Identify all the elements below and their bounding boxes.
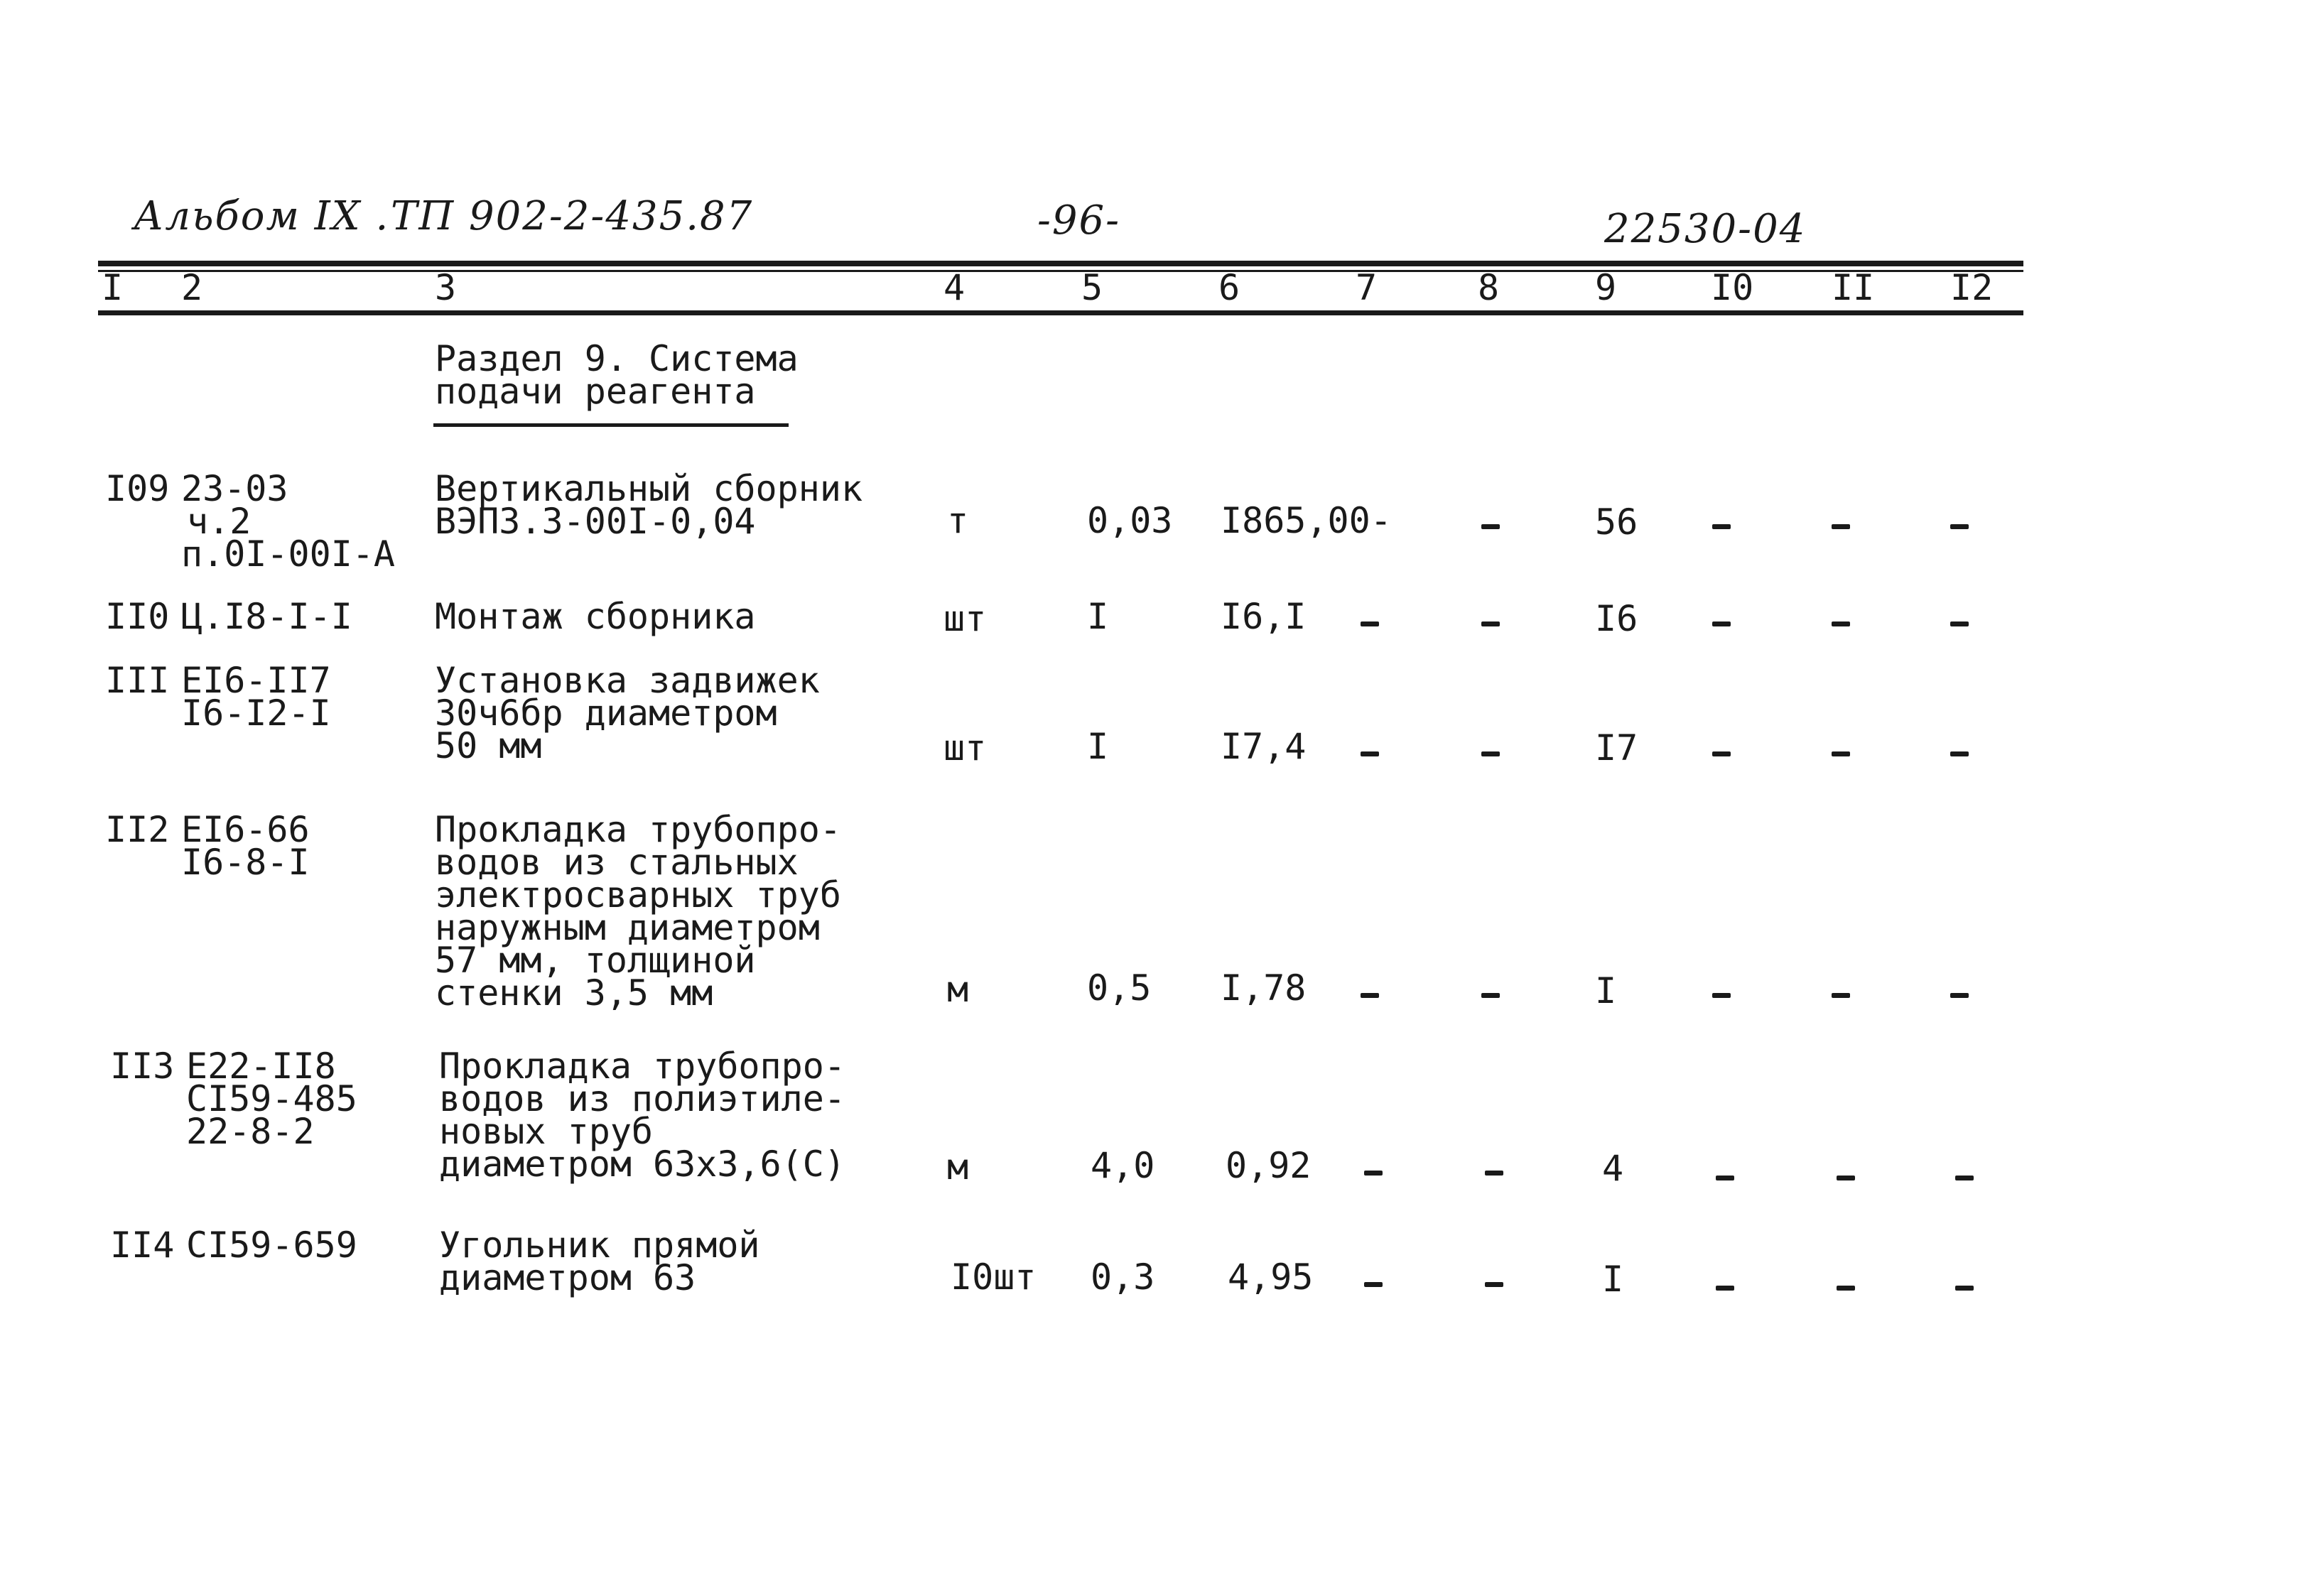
row-code: Ц.I8-I-I [181, 596, 352, 637]
row-col9: 56 [1595, 501, 1638, 543]
row-description: Вертикальный сборник ВЭПЗ.З-00I-0,04 [435, 468, 863, 542]
dash-mark [1832, 621, 1850, 626]
column-number: 3 [435, 267, 457, 308]
dash-mark [1716, 1176, 1734, 1180]
dash-mark [1832, 993, 1850, 998]
dash-mark [1481, 751, 1500, 756]
row-quantity: I [1087, 726, 1109, 767]
dash-mark [1955, 1176, 1974, 1180]
row-col9: 4 [1602, 1148, 1624, 1189]
row-description: Прокладка трубопро- водов из полиэтиле- новых труб диаметром 63х3,6(С) [439, 1046, 845, 1185]
row-price: I6,I [1221, 596, 1307, 637]
dash-mark [1712, 621, 1731, 626]
page-number: -96- [1037, 197, 1121, 244]
column-number: I [102, 267, 124, 308]
row-quantity: I [1087, 596, 1109, 637]
dash-mark [1837, 1286, 1855, 1291]
column-number: 7 [1356, 267, 1378, 308]
column-number: 4 [943, 267, 966, 308]
column-number: 2 [181, 267, 203, 308]
dash-mark [1364, 1282, 1383, 1287]
section-title-underline [433, 423, 789, 427]
row-code: ЕI6-II7 I6-I2-I [181, 660, 331, 734]
row-code: СI59-659 [186, 1225, 357, 1266]
dash-mark [1950, 621, 1969, 626]
section-title-line: Раздел 9. Система [435, 338, 799, 379]
column-number: 8 [1478, 267, 1500, 308]
row-unit: м [947, 969, 969, 1010]
row-price: I,78 [1221, 967, 1307, 1009]
row-number: II2 [105, 809, 170, 850]
dash-mark [1716, 1286, 1734, 1291]
row-quantity: 0,3 [1091, 1256, 1155, 1298]
row-col9: I6 [1595, 598, 1638, 639]
column-number: I2 [1950, 267, 1994, 308]
row-unit: т [947, 500, 969, 541]
row-description: Монтаж сборника [435, 596, 756, 637]
section-title-line: подачи реагента [435, 371, 756, 412]
dash-mark [1832, 751, 1850, 756]
dash-mark [1485, 1171, 1503, 1176]
row-description: Установка задвижек 30ч6бр диаметром 50 мм [435, 660, 820, 766]
row-number: II4 [110, 1225, 175, 1266]
row-price: 4,95 [1228, 1256, 1314, 1298]
row-unit: шт [943, 727, 987, 769]
document-code: 22530-04 [1604, 206, 1807, 252]
dash-mark [1361, 751, 1379, 756]
dash-mark [1481, 993, 1500, 998]
dash-mark [1481, 524, 1500, 529]
album-label: Альбом IX . [134, 193, 390, 239]
row-quantity: 4,0 [1091, 1145, 1155, 1186]
dash-mark [1950, 993, 1969, 998]
row-number: I09 [105, 468, 170, 509]
row-code: ЕI6-66 I6-8-I [181, 809, 310, 883]
dash-mark [1361, 621, 1379, 626]
column-number: 6 [1218, 267, 1240, 308]
dash-mark [1712, 993, 1731, 998]
top-rule-thick [98, 261, 2023, 266]
row-price: I865,00- [1221, 500, 1392, 541]
row-price: I7,4 [1221, 726, 1307, 767]
project-code: ТП 902-2-435.87 [391, 193, 754, 239]
dash-mark [1950, 524, 1969, 529]
row-col9: I [1595, 970, 1617, 1011]
dash-mark [1361, 993, 1379, 998]
row-number: III [105, 660, 170, 701]
column-header-rule [98, 310, 2023, 315]
dash-mark [1950, 751, 1969, 756]
column-number: I0 [1711, 267, 1754, 308]
row-col9: I7 [1595, 727, 1638, 769]
dash-mark [1712, 751, 1731, 756]
row-code: Е22-II8 СI59-485 22-8-2 [186, 1046, 357, 1152]
row-unit: шт [943, 598, 987, 639]
row-code: 23-03 ч.2 п.0I-00I-А [181, 468, 396, 575]
row-price: 0,92 [1226, 1145, 1312, 1186]
row-unit: I0шт [951, 1256, 1037, 1298]
dash-mark [1712, 524, 1731, 529]
column-number: II [1832, 267, 1875, 308]
column-number: 5 [1081, 267, 1103, 308]
dash-mark [1955, 1286, 1974, 1291]
row-col9: I [1602, 1259, 1624, 1300]
row-quantity: 0,5 [1087, 967, 1152, 1009]
row-number: II3 [110, 1046, 175, 1087]
dash-mark [1832, 524, 1850, 529]
dash-mark [1837, 1176, 1855, 1180]
row-unit: м [947, 1146, 969, 1188]
row-number: II0 [105, 596, 170, 637]
dash-mark [1485, 1282, 1503, 1287]
row-quantity: 0,03 [1087, 500, 1173, 541]
row-description: Прокладка трубопро- водов из стальных электросварных труб наружным диаметром 57 мм, толщиной стенки 3,5 мм [435, 809, 841, 1014]
column-number: 9 [1595, 267, 1617, 308]
section-title [435, 338, 799, 412]
dash-mark [1481, 621, 1500, 626]
dash-mark [1364, 1171, 1383, 1176]
row-description: Угольник прямой диаметром 63 [439, 1225, 760, 1298]
